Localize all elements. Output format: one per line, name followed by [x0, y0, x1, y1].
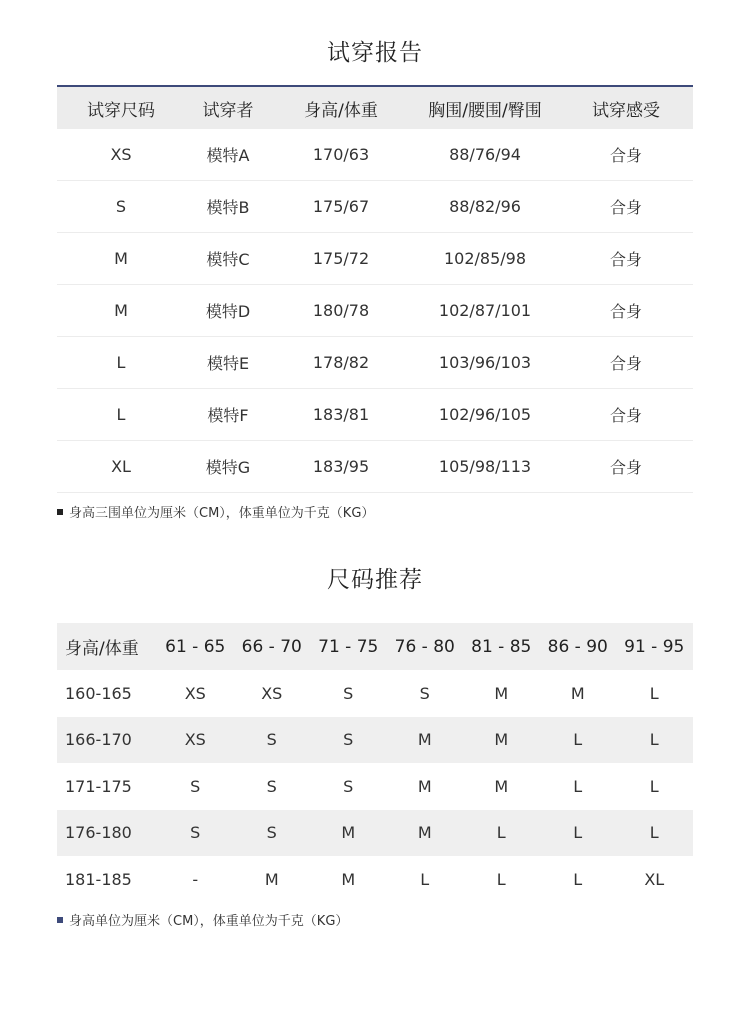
table-cell: 175/72 — [312, 249, 370, 268]
table-cell: 模特F — [207, 406, 249, 425]
header-cell: 91 - 95 — [624, 636, 685, 657]
table-row — [57, 441, 693, 493]
table-cell: L — [496, 869, 506, 889]
fit-report-note — [57, 502, 374, 521]
table-cell: S — [343, 776, 354, 796]
table-row — [57, 717, 693, 764]
table-cell: L — [573, 869, 583, 889]
bullet-square-icon — [57, 917, 63, 923]
table-cell: 合身 — [609, 302, 642, 321]
header-cell: 试穿感受 — [592, 100, 660, 121]
table-cell: 171-175 — [65, 776, 132, 796]
table-cell: 102/85/98 — [443, 249, 527, 268]
table-cell: 175/67 — [312, 197, 370, 216]
fit-report-title: 试穿报告 — [327, 40, 423, 66]
table-cell: M — [494, 683, 509, 703]
table-cell: XL — [644, 869, 665, 889]
size-recommend-header-row — [57, 623, 693, 670]
table-cell: 模特C — [206, 250, 250, 269]
header-cell: 身高/体重 — [304, 100, 378, 121]
table-cell: 合身 — [609, 198, 642, 217]
table-cell: L — [573, 823, 583, 843]
table-cell: L — [496, 823, 506, 843]
fit-report-body — [57, 129, 693, 493]
table-cell: 模特E — [206, 354, 250, 373]
table-cell: S — [343, 730, 354, 750]
table-cell: XS — [110, 145, 132, 164]
size-recommend-note — [57, 910, 348, 929]
table-row — [57, 389, 693, 441]
table-cell: 103/96/103 — [438, 353, 532, 372]
header-cell: 试穿者 — [202, 100, 254, 121]
table-cell: S — [266, 776, 277, 796]
table-cell: 合身 — [609, 146, 642, 165]
table-cell: 模特G — [205, 458, 251, 477]
table-cell: 170/63 — [312, 145, 370, 164]
table-cell: L — [649, 730, 659, 750]
header-cell: 66 - 70 — [241, 636, 302, 657]
table-cell: 166-170 — [65, 730, 132, 750]
table-cell: L — [116, 353, 126, 372]
table-row — [57, 856, 693, 903]
table-cell: M — [341, 823, 356, 843]
table-cell: 102/87/101 — [438, 301, 532, 320]
table-cell: - — [192, 869, 199, 889]
bullet-square-icon — [57, 509, 63, 515]
table-cell: 88/76/94 — [449, 145, 521, 164]
table-cell: S — [190, 776, 201, 796]
table-cell: M — [570, 683, 585, 703]
table-cell: 180/78 — [312, 301, 370, 320]
size-recommend-body — [57, 670, 693, 903]
table-cell: M — [341, 869, 356, 889]
table-cell: 181-185 — [65, 869, 132, 889]
table-cell: M — [417, 776, 432, 796]
table-cell: S — [419, 683, 430, 703]
table-cell: 模特B — [206, 198, 250, 217]
table-cell: 合身 — [609, 250, 642, 269]
table-cell: XL — [111, 457, 131, 476]
table-cell: L — [116, 405, 126, 424]
table-row — [57, 670, 693, 717]
table-row — [57, 233, 693, 285]
table-cell: M — [494, 730, 509, 750]
table-cell: 合身 — [609, 406, 642, 425]
table-cell: M — [494, 776, 509, 796]
header-cell: 81 - 85 — [471, 636, 532, 657]
header-cell: 胸围/腰围/臀围 — [428, 100, 542, 121]
table-row — [57, 181, 693, 233]
table-cell: 合身 — [609, 458, 642, 477]
table-row — [57, 337, 693, 389]
table-cell: L — [649, 683, 659, 703]
table-cell: S — [266, 823, 277, 843]
table-cell: M — [114, 249, 128, 268]
header-cell: 86 - 90 — [547, 636, 608, 657]
table-cell: L — [649, 776, 659, 796]
table-cell: 模特D — [205, 302, 251, 321]
table-cell: M — [417, 730, 432, 750]
table-cell: L — [420, 869, 430, 889]
header-cell: 76 - 80 — [394, 636, 455, 657]
note-text: 身高三围单位为厘米（CM），体重单位为千克（KG） — [69, 506, 375, 521]
table-cell: M — [264, 869, 279, 889]
table-cell: XS — [261, 683, 283, 703]
table-cell: XS — [184, 683, 206, 703]
table-row — [57, 763, 693, 810]
table-row — [57, 810, 693, 857]
table-cell: XS — [184, 730, 206, 750]
table-row — [57, 285, 693, 337]
table-cell: M — [417, 823, 432, 843]
table-cell: 88/82/96 — [449, 197, 521, 216]
table-cell: 合身 — [609, 354, 642, 373]
table-cell: 183/81 — [312, 405, 370, 424]
table-cell: 183/95 — [312, 457, 370, 476]
table-cell: S — [190, 823, 201, 843]
size-recommend-table — [57, 623, 693, 903]
table-cell: 模特A — [206, 146, 250, 165]
size-recommend-title: 尺码推荐 — [327, 567, 423, 593]
table-cell: 176-180 — [65, 823, 132, 843]
table-cell: 160-165 — [65, 683, 132, 703]
table-cell: L — [573, 730, 583, 750]
table-cell: L — [649, 823, 659, 843]
header-cell: 试穿尺码 — [87, 100, 155, 121]
table-cell: L — [573, 776, 583, 796]
header-cell: 61 - 65 — [165, 636, 226, 657]
table-row — [57, 129, 693, 181]
table-cell: S — [115, 197, 127, 216]
note-text: 身高单位为厘米（CM），体重单位为千克（KG） — [69, 914, 349, 929]
table-cell: S — [266, 730, 277, 750]
table-cell: S — [343, 683, 354, 703]
header-cell: 71 - 75 — [318, 636, 379, 657]
header-cell: 身高/体重 — [65, 639, 139, 659]
fit-report-header-row — [57, 85, 693, 129]
table-cell: M — [114, 301, 128, 320]
table-cell: 105/98/113 — [438, 457, 532, 476]
table-cell: 178/82 — [312, 353, 370, 372]
fit-report-table — [57, 85, 693, 493]
table-cell: 102/96/105 — [438, 405, 532, 424]
